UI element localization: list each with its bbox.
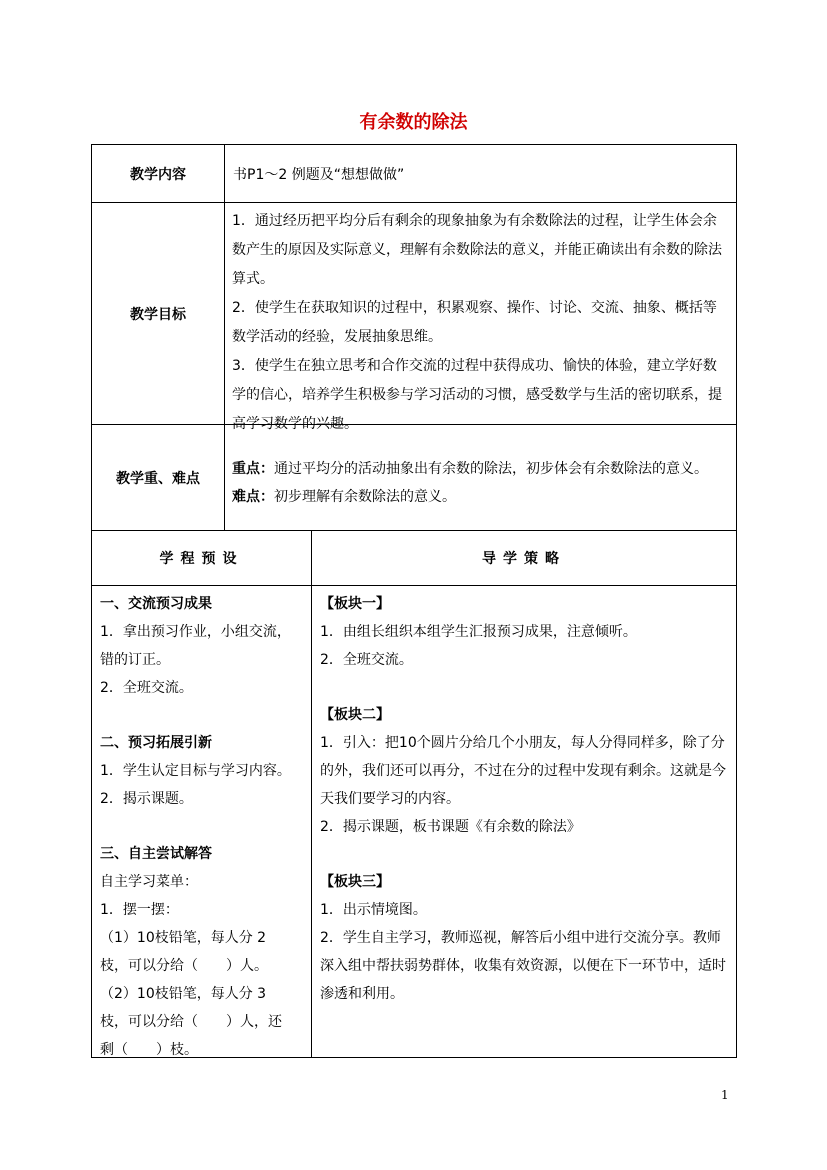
label-teaching-goals: 教学目标 <box>91 202 225 425</box>
text-line: 错的订正。 <box>100 652 170 668</box>
block-title: 【板块一】 <box>320 596 390 612</box>
text-line: 1．学生认定目标与学习内容。 <box>100 763 291 779</box>
header-learning-plan: 学程预设 <box>91 530 312 586</box>
text-line: 2．全班交流。 <box>320 652 413 668</box>
page-number: 1 <box>721 1088 729 1102</box>
text-line: 1．由组长组织本组学生汇报预习成果，注意倾听。 <box>320 624 637 640</box>
value-teaching-goals <box>224 202 737 432</box>
document-title: 有余数的除法 <box>359 112 468 133</box>
label-teaching-content: 教学内容 <box>91 144 225 203</box>
text-line: 1．摆一摆： <box>100 902 179 918</box>
section-title: 一、交流预习成果 <box>100 596 212 612</box>
text-line: 剩（ ）枝。 <box>100 1042 198 1058</box>
text-line: 2．揭示课题，板书课题《有余数的除法》 <box>320 819 581 835</box>
text-paragraph: 2．学生自主学习，教师巡视，解答后小组中进行交流分享。教师深入组中帮扶弱势群体，收集有效资源，以便在下一环节中，适时渗透和利用。 <box>320 930 726 1002</box>
difficult-point: 难点：初步理解有余数除法的意义。 <box>232 489 456 505</box>
label-key-difficult: 教学重、难点 <box>91 424 225 531</box>
section-title: 三、自主尝试解答 <box>100 846 212 862</box>
text-line: 自主学习菜单： <box>100 874 198 890</box>
key-point: 重点：通过平均分的活动抽象出有余数的除法，初步体会有余数除法的意义。 <box>232 461 708 477</box>
value-key-difficult <box>224 424 737 531</box>
goal-item-2: 2．使学生在获取知识的过程中，积累观察、操作、讨论、交流、抽象、概括等数学活动的经验，发展抽象思维。 <box>232 300 717 345</box>
section-title: 二、预习拓展引新 <box>100 735 212 751</box>
text-line: （2）10枝铅笔，每人分 3 <box>100 986 267 1002</box>
text-line: 2．揭示课题。 <box>100 791 193 807</box>
text-paragraph: 1．引入：把10个圆片分给几个小朋友，每人分得同样多，除了分的外，我们还可以再分，不过在分的过程中发现有剩余。这就是今天我们要学习的内容。 <box>320 735 726 807</box>
text-line: 枝，可以分给（ ）人。 <box>100 958 268 974</box>
guide-strategy-column <box>311 585 737 1058</box>
text-line: 1．出示情境图。 <box>320 902 427 918</box>
text-line: 1．拿出预习作业，小组交流， <box>100 624 291 640</box>
text-line: 枝，可以分给（ ）人，还 <box>100 1014 282 1030</box>
text-line: 2．全班交流。 <box>100 680 193 696</box>
value-teaching-content: 书P1～2 例题及“想想做做” <box>224 144 737 203</box>
text-line: （1）10枝铅笔，每人分 2 <box>100 930 267 946</box>
block-title: 【板块三】 <box>320 874 390 890</box>
goal-item-3: 3．使学生在独立思考和合作交流的过程中获得成功、愉快的体验，建立学好数学的信心，培养学生积极参与学习活动的习惯，感受数学与生活的密切联系，提高学习数学的兴趣。 <box>232 358 722 432</box>
goal-item-1: 1．通过经历把平均分后有剩余的现象抽象为有余数除法的过程，让学生体会余数产生的原因及实际意义，理解有余数除法的意义，并能正确读出有余数的除法算式。 <box>232 213 722 287</box>
learning-plan-column <box>91 585 312 1058</box>
header-guide-strategy: 导学策略 <box>311 530 737 586</box>
block-title: 【板块二】 <box>320 707 390 723</box>
